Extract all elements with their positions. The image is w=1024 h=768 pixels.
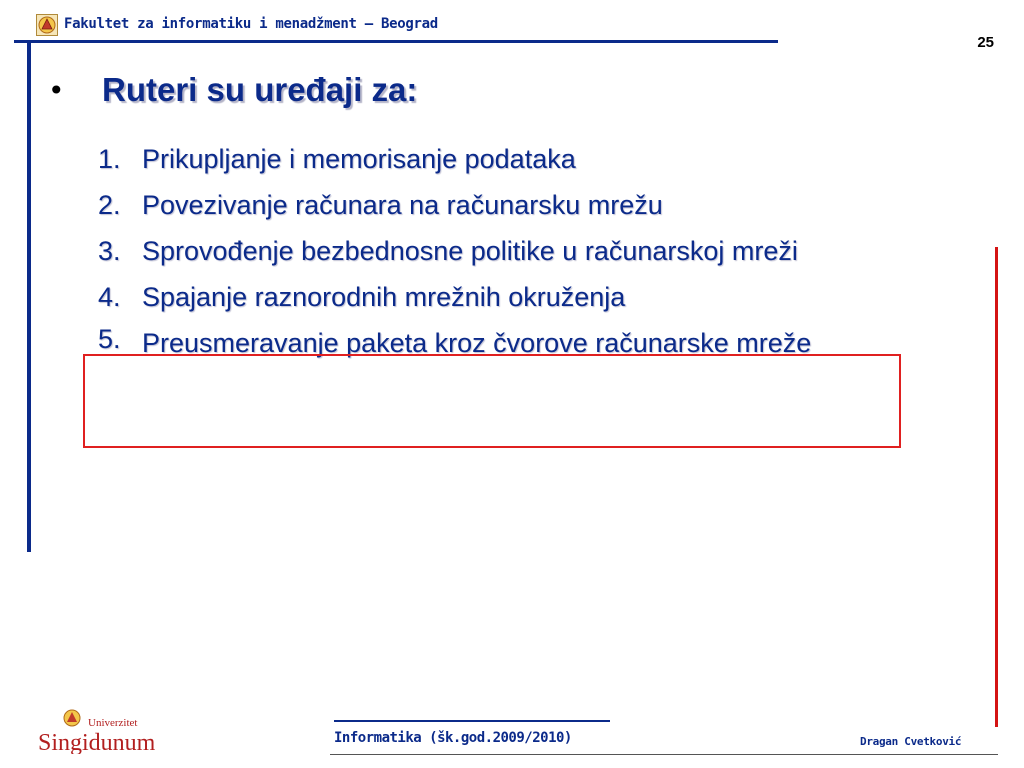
logo-small-text: Univerzitet: [88, 717, 138, 729]
singidunum-logo: [38, 708, 178, 754]
list-item-number: 1.: [98, 144, 121, 174]
highlight-box: [83, 354, 901, 448]
list-item-text: Spajanje raznorodnih mrežnih okruženja: [142, 282, 626, 312]
list-item-number: 2.: [98, 190, 121, 220]
logo-main-text: Singidunum: [38, 730, 156, 754]
title-bullet: •: [48, 73, 65, 107]
right-vertical-rule: [995, 247, 998, 727]
footer-course: Informatika (šk.god.2009/2010): [334, 730, 572, 746]
list-item-number: 5.: [98, 324, 121, 354]
slide-title: Ruteri su uređaji za:: [102, 71, 418, 108]
footer-course-rule: [334, 720, 610, 722]
list-item-text: Prikupljanje i memorisanje podataka: [142, 144, 576, 174]
slide-title-row: [46, 68, 417, 112]
header-title: Fakultet za informatiku i menadžment – Beograd: [64, 16, 438, 32]
list-item: [98, 143, 898, 175]
header-divider: [14, 40, 778, 43]
footer-rule-left: [330, 754, 620, 755]
list-item-text: Preusmeravanje paketa kroz čvorove računarske mreže: [142, 328, 812, 358]
university-crest-icon: [36, 14, 58, 36]
crest-icon: [64, 710, 80, 726]
list-item: [98, 189, 898, 221]
footer-rule-right: [614, 754, 998, 755]
list-item-text: Povezivanje računara na računarsku mrežu: [142, 190, 663, 220]
list-item: [98, 235, 898, 267]
list-item-number: 4.: [98, 282, 121, 312]
list-item-text: Sprovođenje bezbednosne politike u računarskoj mreži: [142, 236, 798, 266]
left-vertical-rule: [27, 40, 31, 552]
page-number: 25: [977, 34, 994, 51]
list-item: [98, 281, 898, 313]
footer-author: Dragan Cvetković: [860, 735, 962, 748]
list-item-number: 3.: [98, 236, 121, 266]
numbered-list: [98, 143, 898, 377]
